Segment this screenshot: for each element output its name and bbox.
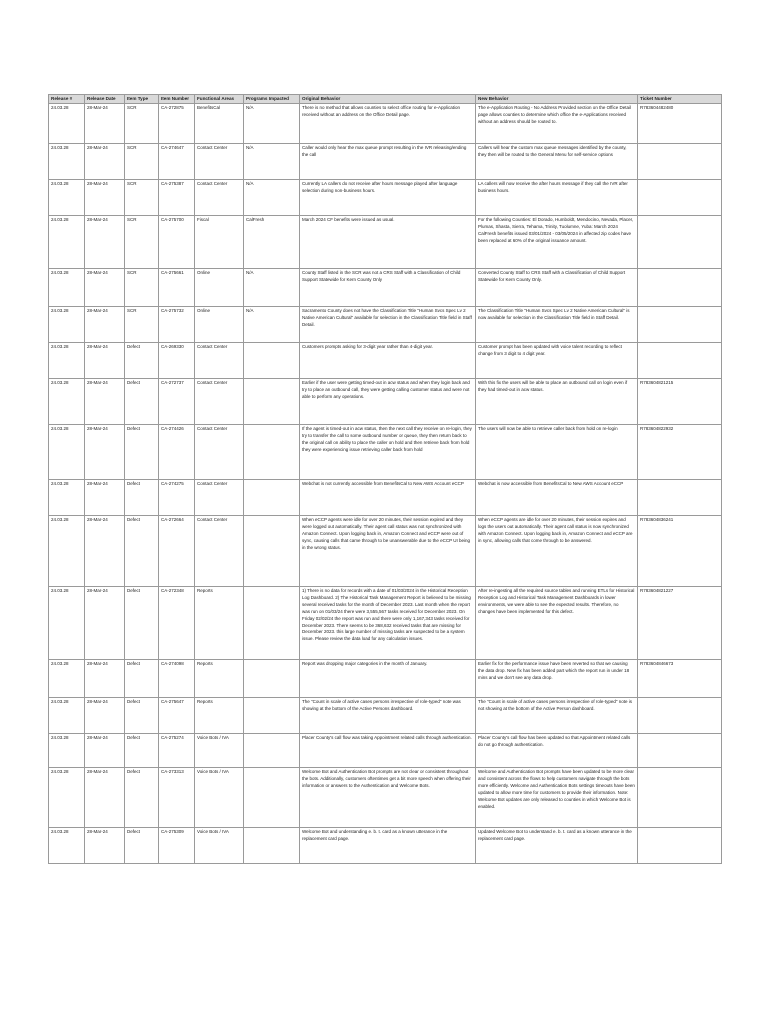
cell-programs-impacted <box>244 660 300 698</box>
cell-functional-areas: Voice Bots / IVA <box>195 828 244 864</box>
cell-item-number: CA-275387 <box>159 180 195 216</box>
cell-functional-areas: Contact Center <box>195 144 244 180</box>
cell-new-behavior: Callers will hear the custom max queue messages identified by the county, they then will be routed to the General Menu for self-service options <box>476 144 638 180</box>
cell-programs-impacted <box>244 343 300 379</box>
cell-item-type: Defect <box>125 660 159 698</box>
cell-item-number: CA-275700 <box>159 216 195 269</box>
cell-release-number: 24.03.28 <box>49 379 85 425</box>
cell-release-date: 28-Mar-24 <box>85 425 125 480</box>
cell-new-behavior: With this fix the users will be able to place an outbound call on login even if they had timed-out in acw status. <box>476 379 638 425</box>
cell-new-behavior: Earlier fix for the performance issue have been reverted so that we causing the data drop. New fix has been added part which the report run in under 18 mins and we don't see any data drop. <box>476 660 638 698</box>
cell-new-behavior: Placer County's call flow has been updated so that Appointment related calls do not go through authentication. <box>476 734 638 768</box>
cell-ticket-number: R783604822932 <box>638 425 722 480</box>
cell-original-behavior: Customers prompts asking for 3-digit year rather than 4-digit year. <box>300 343 476 379</box>
table-row <box>49 828 722 864</box>
cell-programs-impacted: N/A <box>244 144 300 180</box>
cell-original-behavior: Caller would only hear the max queue prompt resulting in the IVR releasing/ending the call <box>300 144 476 180</box>
cell-item-number: CA-274275 <box>159 480 195 516</box>
cell-ticket-number <box>638 307 722 343</box>
cell-release-number: 24.03.28 <box>49 480 85 516</box>
cell-release-date: 28-Mar-24 <box>85 828 125 864</box>
cell-programs-impacted <box>244 425 300 480</box>
cell-original-behavior: The "Count in scale of active cases persons irrespective of role-typed" note was showing at the bottom of the Active Persons dashboard. <box>300 698 476 734</box>
table-row <box>49 216 722 269</box>
cell-programs-impacted <box>244 768 300 828</box>
column-header-release-number: Release # <box>49 95 85 104</box>
cell-programs-impacted <box>244 698 300 734</box>
cell-programs-impacted: N/A <box>244 180 300 216</box>
cell-new-behavior: The Classification Title "Human Svcs Spec Lv 2 Native American Cultural" is now available for selection in the Classification Title field in Staff Detail. <box>476 307 638 343</box>
cell-release-number: 24.03.28 <box>49 180 85 216</box>
column-header-new-behavior: New Behavior <box>476 95 638 104</box>
cell-functional-areas: Contact Center <box>195 480 244 516</box>
cell-ticket-number <box>638 768 722 828</box>
cell-item-number: CA-274426 <box>159 425 195 480</box>
cell-original-behavior: Sacramento County does not have the Classification Title "Human Svcs Spec Lv 2 Native American Cultural" available for selection in the Classification Title field in Staff Detail. <box>300 307 476 343</box>
cell-new-behavior: The e-Application Routing - No Address Provided section on the Office Detail page allows counties to determine which office the e-Applications received without an address should be routed to. <box>476 104 638 144</box>
table-row <box>49 307 722 343</box>
cell-original-behavior: County Staff listed in the SCR was not a CRS Staff with a Classification of Child Support Statewide for Kern County Only <box>300 269 476 307</box>
cell-item-number: CA-275274 <box>159 734 195 768</box>
cell-item-type: SCR <box>125 180 159 216</box>
cell-release-date: 28-Mar-24 <box>85 104 125 144</box>
cell-new-behavior: The "Count in scale of active cases persons irrespective of role-typed" note is not showing at the bottom of the Active Person dashboard. <box>476 698 638 734</box>
cell-new-behavior: Converted County Staff to CRS Staff with a Classification of Child Support Statewide for Kern County Only. <box>476 269 638 307</box>
cell-original-behavior: Webchat is not currently accessible from BenefitsCal to New AWS Account eCCP <box>300 480 476 516</box>
cell-release-number: 24.03.28 <box>49 425 85 480</box>
cell-functional-areas: Reports <box>195 587 244 660</box>
cell-programs-impacted <box>244 587 300 660</box>
cell-item-number: CA-275647 <box>159 698 195 734</box>
header-row <box>49 95 722 104</box>
cell-programs-impacted: CalFresh <box>244 216 300 269</box>
cell-item-number: CA-274098 <box>159 660 195 698</box>
cell-functional-areas: Reports <box>195 698 244 734</box>
cell-release-date: 28-Mar-24 <box>85 587 125 660</box>
cell-ticket-number <box>638 216 722 269</box>
cell-item-type: Defect <box>125 480 159 516</box>
column-header-ticket-number: Ticket Number <box>638 95 722 104</box>
cell-release-number: 24.03.28 <box>49 307 85 343</box>
table-row <box>49 343 722 379</box>
cell-release-date: 28-Mar-24 <box>85 343 125 379</box>
cell-release-date: 28-Mar-24 <box>85 516 125 587</box>
cell-programs-impacted <box>244 734 300 768</box>
cell-programs-impacted <box>244 379 300 425</box>
cell-item-type: Defect <box>125 734 159 768</box>
table-row <box>49 269 722 307</box>
cell-programs-impacted: N/A <box>244 269 300 307</box>
cell-new-behavior: After re-ingesting all the required source tables and running ETLs for Historical Reception Log and Historical Task Management Dashboards in lower environments, we were able to see the expected results. Therefore, no changes have been implemented for this defect. <box>476 587 638 660</box>
cell-item-type: Defect <box>125 379 159 425</box>
cell-functional-areas: BenefitsCal <box>195 104 244 144</box>
table-row <box>49 480 722 516</box>
cell-new-behavior: Customer prompt has been updated with voice talent recording to reflect change from 3 digit to 4 digit year. <box>476 343 638 379</box>
cell-item-number: CA-272737 <box>159 379 195 425</box>
cell-ticket-number <box>638 144 722 180</box>
cell-item-number: CA-275732 <box>159 307 195 343</box>
cell-ticket-number: R783604821227 <box>638 587 722 660</box>
cell-item-type: Defect <box>125 768 159 828</box>
cell-functional-areas: Contact Center <box>195 379 244 425</box>
table-row <box>49 379 722 425</box>
cell-original-behavior: If the agent is timed-out in acw status, then the next call they receive on re-login, they try to transfer the call to some outbound number or queue, they then return back to the original call on ability to place the caller on hold and then retrieve back from hold they were experiencing issue retrieving caller back from hold <box>300 425 476 480</box>
cell-item-number: CA-272664 <box>159 516 195 587</box>
cell-original-behavior: Report was dropping major categories in the month of January. <box>300 660 476 698</box>
cell-programs-impacted <box>244 828 300 864</box>
cell-release-date: 28-Mar-24 <box>85 480 125 516</box>
cell-functional-areas: Contact Center <box>195 516 244 587</box>
cell-release-number: 24.03.28 <box>49 343 85 379</box>
cell-functional-areas: Voice Bots / IVA <box>195 734 244 768</box>
column-header-release-date: Release Date <box>85 95 125 104</box>
cell-release-date: 28-Mar-24 <box>85 734 125 768</box>
cell-functional-areas: Contact Center <box>195 425 244 480</box>
cell-item-type: SCR <box>125 104 159 144</box>
cell-ticket-number <box>638 269 722 307</box>
cell-item-number: CA-269330 <box>159 343 195 379</box>
cell-ticket-number <box>638 480 722 516</box>
cell-release-date: 28-Mar-24 <box>85 660 125 698</box>
cell-ticket-number <box>638 734 722 768</box>
table-row <box>49 698 722 734</box>
cell-item-type: SCR <box>125 144 159 180</box>
cell-release-number: 24.03.28 <box>49 516 85 587</box>
cell-original-behavior: Earlier if the user were getting timed-out in acw status and when they login back and try to place an outbound call, they were getting calling customer status and were not able to perform any operations. <box>300 379 476 425</box>
cell-programs-impacted: N/A <box>244 104 300 144</box>
cell-release-date: 28-Mar-24 <box>85 180 125 216</box>
cell-release-number: 24.03.28 <box>49 734 85 768</box>
cell-functional-areas: Reports <box>195 660 244 698</box>
table-row <box>49 425 722 480</box>
cell-item-type: Defect <box>125 425 159 480</box>
cell-item-type: Defect <box>125 698 159 734</box>
cell-new-behavior: Updated Welcome Bot to understand e. b. t. card as a known utterance in the replacement card page. <box>476 828 638 864</box>
table-row <box>49 104 722 144</box>
cell-original-behavior: Welcome Bot and Authentication Bot prompts are not clear or consistent throughout the bots. Additionally, customers oftentimes get a bit more speech when offering their information or answers to the Authentication and Welcome Bots. <box>300 768 476 828</box>
cell-item-type: Defect <box>125 516 159 587</box>
cell-release-number: 24.03.28 <box>49 144 85 180</box>
column-header-original-behavior: Original Behavior <box>300 95 476 104</box>
cell-ticket-number: R783604482480 <box>638 104 722 144</box>
cell-ticket-number <box>638 343 722 379</box>
cell-release-date: 28-Mar-24 <box>85 144 125 180</box>
cell-release-date: 28-Mar-24 <box>85 269 125 307</box>
cell-item-number: CA-272348 <box>159 587 195 660</box>
cell-item-type: SCR <box>125 307 159 343</box>
cell-original-behavior: March 2024 CF benefits were issued as usual. <box>300 216 476 269</box>
table-row <box>49 660 722 698</box>
table-row <box>49 768 722 828</box>
cell-ticket-number: R783604821215 <box>638 379 722 425</box>
cell-programs-impacted <box>244 516 300 587</box>
cell-release-number: 24.03.28 <box>49 104 85 144</box>
cell-new-behavior: Webchat is now accessible from BenefitsCal to New AWS Account eCCP <box>476 480 638 516</box>
cell-new-behavior: The users will now be able to retrieve caller back from hold on re-login <box>476 425 638 480</box>
cell-release-date: 28-Mar-24 <box>85 379 125 425</box>
table-row <box>49 180 722 216</box>
cell-functional-areas: Online <box>195 269 244 307</box>
cell-original-behavior: Placer County's call flow was taking Appointment related calls through authentication. <box>300 734 476 768</box>
cell-original-behavior: 1) There is no data for records with a date of 01/03/2024 in the Historical Reception Log Dashboard. 2) The Historical Task Management Report is believed to be missing several received tasks for the month of December 2023. Last month when the report was run on 01/03/24 there were 3,555,567 tasks received for December 2023. On Friday 02/02/24 the report was run and there were only 1,167,343 tasks received for December 2023. There seems to be 368,632 received tasks that are missing for December 2023. this large number of missing tasks are suspected to be a system issue. Please review the data load for any calculation issues. <box>300 587 476 660</box>
cell-ticket-number <box>638 698 722 734</box>
cell-release-date: 28-Mar-24 <box>85 216 125 269</box>
cell-original-behavior: There is no method that allows counties to select office routing for e-Application received without an address on the Office Detail page. <box>300 104 476 144</box>
cell-programs-impacted: N/A <box>244 307 300 343</box>
cell-functional-areas: Contact Center <box>195 180 244 216</box>
cell-release-number: 24.03.28 <box>49 216 85 269</box>
cell-ticket-number <box>638 828 722 864</box>
cell-ticket-number: R783604836241 <box>638 516 722 587</box>
column-header-item-number: Item Number <box>159 95 195 104</box>
cell-item-number: CA-274647 <box>159 144 195 180</box>
cell-original-behavior: Welcome Bot and understanding e. b. t. card as a known utterance in the replacement card page. <box>300 828 476 864</box>
cell-item-number: CA-273313 <box>159 768 195 828</box>
cell-functional-areas: Voice Bots / IVA <box>195 768 244 828</box>
cell-release-number: 24.03.28 <box>49 768 85 828</box>
cell-item-type: Defect <box>125 343 159 379</box>
cell-release-date: 28-Mar-24 <box>85 768 125 828</box>
cell-release-number: 24.03.28 <box>49 587 85 660</box>
cell-functional-areas: Online <box>195 307 244 343</box>
cell-programs-impacted <box>244 480 300 516</box>
cell-release-date: 28-Mar-24 <box>85 698 125 734</box>
cell-original-behavior: Currently LA callers do not receive after hours message played after language selection during non-business hours. <box>300 180 476 216</box>
column-header-programs-impacted: Programs Impacted <box>244 95 300 104</box>
cell-item-type: SCR <box>125 216 159 269</box>
cell-release-number: 24.03.28 <box>49 698 85 734</box>
cell-original-behavior: When eCCP agents were idle for over 20 minutes, their session expired and they were logged out automatically. Their agent call status was not synchronized with Amazon Connect. Upon logging back in, Amazon Connect and eCCP were out of sync, causing calls that came through to be unanswerable due to the eCCP UI being in the wrong status. <box>300 516 476 587</box>
cell-item-number: CA-275309 <box>159 828 195 864</box>
cell-new-behavior: When eCCP agents are idle for over 20 minutes, their session expires and logs the users out automatically. Their agent call status is now synchronized with Amazon Connect. Upon logging back in, Amazon Connect and eCCP are in sync, allowing calls that come through to be answered. <box>476 516 638 587</box>
cell-item-type: Defect <box>125 587 159 660</box>
cell-item-number: CA-275661 <box>159 269 195 307</box>
cell-item-type: Defect <box>125 828 159 864</box>
table-row <box>49 144 722 180</box>
release-notes-table <box>48 94 722 864</box>
cell-functional-areas: Fiscal <box>195 216 244 269</box>
table-row <box>49 734 722 768</box>
cell-ticket-number: R783604846673 <box>638 660 722 698</box>
cell-new-behavior: For the following Counties: El Dorado, Humboldt, Mendocino, Nevada, Placer, Plumas, Shasta, Sierra, Tehama, Trinity, Tuolumne, Yuba: March 2024 CalFresh benefits issued 03/01/2024 - 03/05/2024 in affected zip codes have been replaced at 60% of the original issuance amount. <box>476 216 638 269</box>
cell-release-number: 24.03.28 <box>49 828 85 864</box>
cell-ticket-number <box>638 180 722 216</box>
column-header-item-type: Item Type <box>125 95 159 104</box>
cell-new-behavior: LA callers will now receive the after hours message if they call the IVR after business hours. <box>476 180 638 216</box>
cell-new-behavior: Welcome and Authentication Bot prompts have been updated to be more clear and consistent across the flows to help customers navigate through the bots more efficiently. Welcome and Authentication Bots settings timeouts have been updated to allow more time for customers to provide their information. Note: Welcome Bot updates are only released to counties in which Welcome Bot is enabled. <box>476 768 638 828</box>
column-header-functional-areas: Functional Areas <box>195 95 244 104</box>
cell-functional-areas: Contact Center <box>195 343 244 379</box>
cell-item-type: SCR <box>125 269 159 307</box>
cell-release-number: 24.03.28 <box>49 660 85 698</box>
table-row <box>49 587 722 660</box>
table-row <box>49 516 722 587</box>
cell-release-number: 24.03.28 <box>49 269 85 307</box>
cell-release-date: 28-Mar-24 <box>85 307 125 343</box>
cell-item-number: CA-272875 <box>159 104 195 144</box>
